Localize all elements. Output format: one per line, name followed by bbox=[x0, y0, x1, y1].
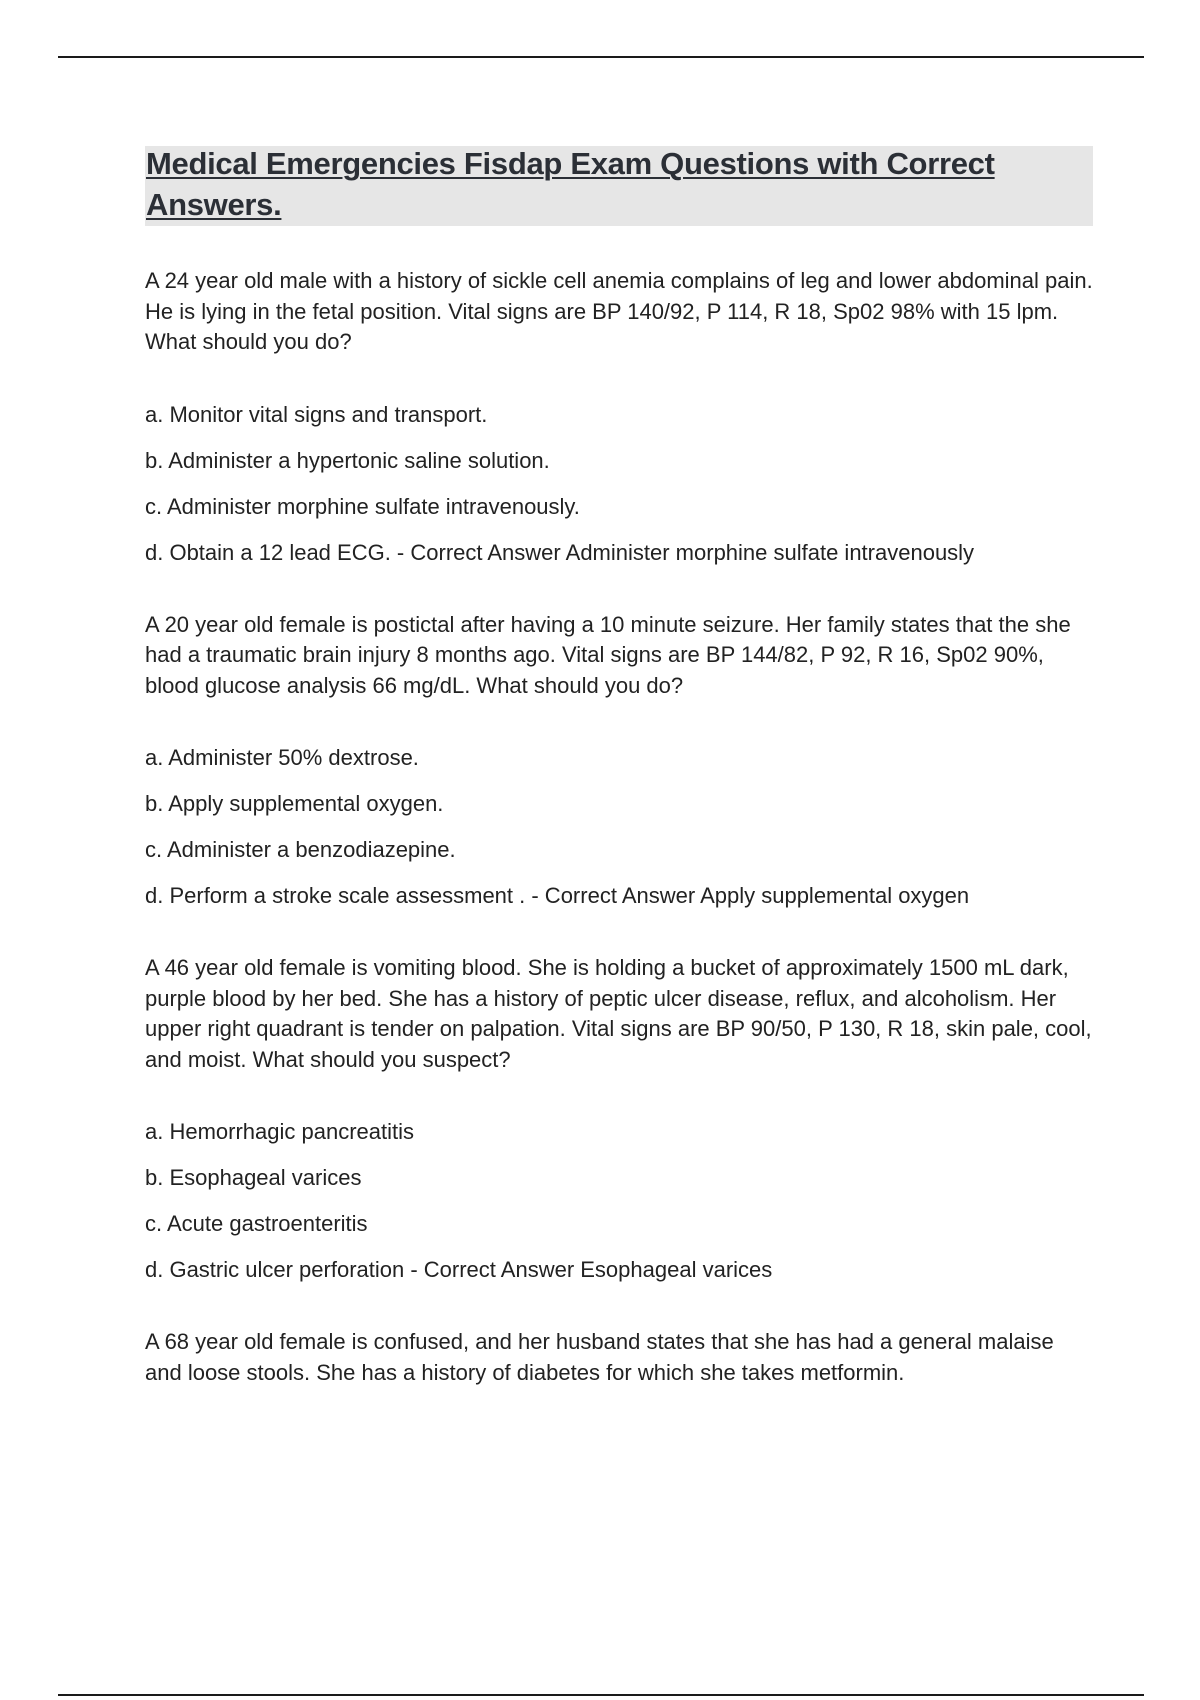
option-d: d. Obtain a 12 lead ECG. - Correct Answer Administer morphine sulfate intravenously bbox=[145, 539, 975, 565]
option-a: a. Monitor vital signs and transport. bbox=[145, 401, 488, 427]
question-text: A 46 year old female is vomiting blood. She is holding a bucket of approximately 1500 mL dark, purple blood by her bed. She has a history of peptic ulcer disease, reflux, and alcoholism. Her upper right quadrant is tender on palpation. Vital signs are BP 90/50, P 130, R 18, skin pale, cool, and moist. What should you suspect? bbox=[145, 955, 1092, 1072]
option-b: b. Esophageal varices bbox=[145, 1165, 362, 1190]
question-text: A 68 year old female is confused, and her husband states that she has had a general malaise and loose stools. She has a history of diabetes for which she takes metformin. bbox=[145, 1329, 1054, 1385]
question-block-2 bbox=[145, 610, 1095, 912]
question-text: A 20 year old female is postictal after having a 10 minute seizure. Her family states that the she had a traumatic brain injury 8 months ago. Vital signs are BP 144/82, P 92, R 16, Sp02 90%, blood glucose analysis 66 mg/dL. What should you do? bbox=[145, 611, 1071, 698]
document-title: Medical Emergencies Fisdap Exam Questions with Correct Answers. bbox=[146, 146, 995, 222]
answer-options bbox=[145, 400, 1095, 568]
option-a: a. Administer 50% dextrose. bbox=[145, 745, 419, 770]
answer-options bbox=[145, 1117, 1095, 1285]
question-block-1 bbox=[145, 266, 1095, 568]
option-d: d. Gastric ulcer perforation - Correct Answer Esophageal varices bbox=[145, 1257, 773, 1282]
option-c: c. Acute gastroenteritis bbox=[145, 1211, 368, 1236]
option-d: d. Perform a stroke scale assessment . - Correct Answer Apply supplemental oxygen bbox=[145, 883, 970, 908]
footer-rule bbox=[58, 1694, 1144, 1696]
question-text: A 24 year old male with a history of sickle cell anemia complains of leg and lower abdominal pain. He is lying in the fetal position. Vital signs are BP 140/92, P 114, R 18, Sp02 98% with 15 lpm. What should you do? bbox=[145, 268, 1093, 354]
option-c: c. Administer morphine sulfate intravenously. bbox=[145, 493, 580, 519]
option-b: b. Administer a hypertonic saline solution. bbox=[145, 447, 550, 473]
answer-options bbox=[145, 743, 1095, 911]
option-c: c. Administer a benzodiazepine. bbox=[145, 837, 456, 862]
question-block-4 bbox=[145, 1327, 1095, 1388]
option-a: a. Hemorrhagic pancreatitis bbox=[145, 1119, 415, 1144]
document-body bbox=[145, 266, 1095, 1430]
option-b: b. Apply supplemental oxygen. bbox=[145, 791, 444, 816]
question-block-3 bbox=[145, 953, 1095, 1285]
header-rule bbox=[58, 56, 1144, 58]
